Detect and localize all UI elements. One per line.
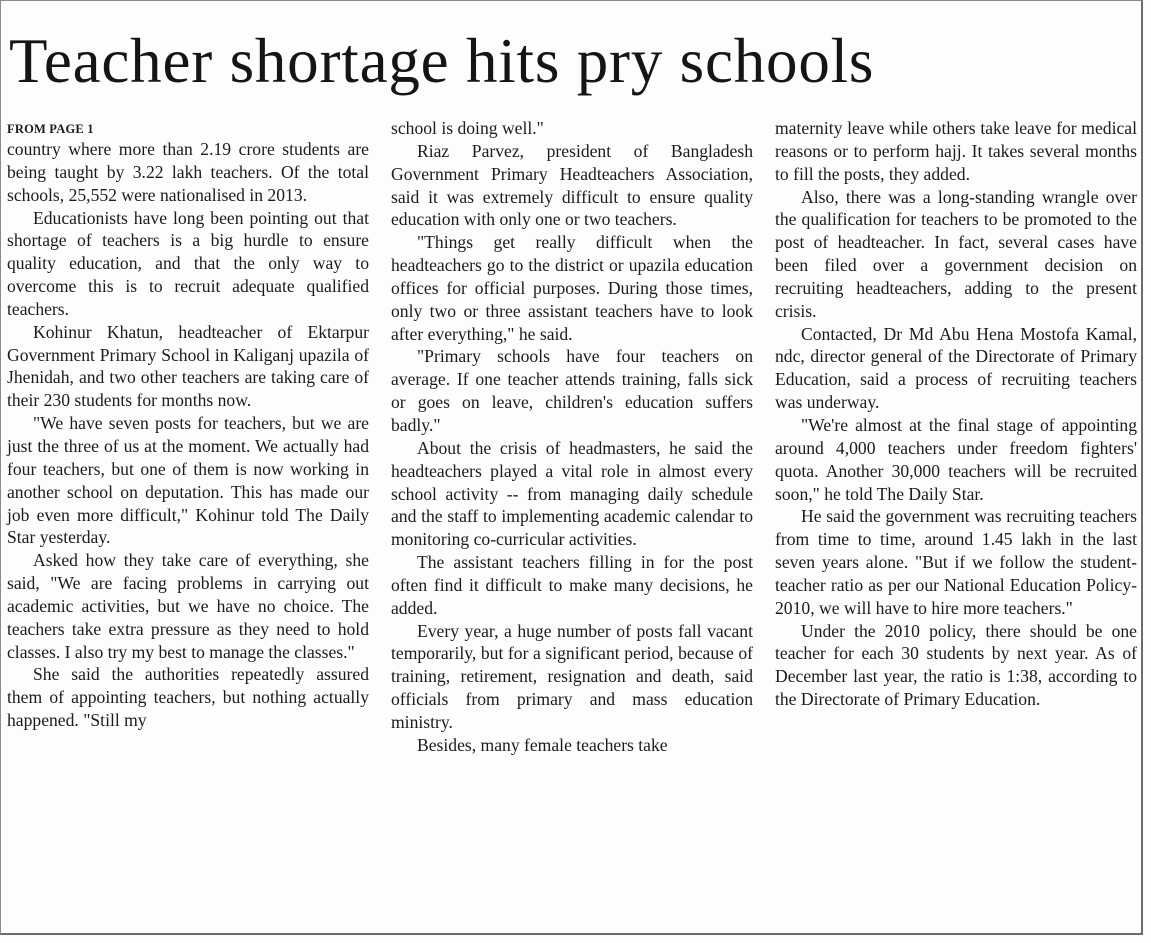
paragraph: The assistant teachers filling in for the post often find it difficult to make many decisions, he added. (391, 552, 753, 618)
article-column-2 (391, 117, 753, 757)
paragraph: country where more than 2.19 crore students are being taught by 3.22 lakh teachers. Of the total schools, 25,552 were nationalised in 2013. (7, 139, 369, 205)
paragraph: maternity leave while others take leave for medical reasons or to perform hajj. It takes several months to fill the posts, they added. (775, 118, 1137, 184)
continuation-kicker: FROM PAGE 1 (7, 122, 94, 136)
paragraph: He said the government was recruiting teachers from time to time, around 1.45 lakh in the last seven years alone. "But if we follow the student-teacher ratio as per our National Education Policy-2010, we will have to hire more teachers." (775, 506, 1137, 618)
paragraph: "We have seven posts for teachers, but we are just the three of us at the moment. We actually had four teachers, but one of them is now working in another school on deputation. This has made our job even more difficult," Kohinur told The Daily Star yesterday. (7, 413, 369, 548)
paragraph: Kohinur Khatun, headteacher of Ektarpur Government Primary School in Kaliganj upazila of Jhenidah, and two other teachers are taking care of their 230 students for months now. (7, 321, 369, 411)
paragraph: school is doing well." (391, 118, 544, 138)
paragraph: Asked how they take care of everything, she said, "We are facing problems in carrying out academic activities, but we have no choice. The teachers take extra pressure as they need to hold classes. I also try my best to manage the classes." (7, 550, 369, 662)
article-column-3 (775, 117, 1137, 711)
paragraph: Under the 2010 policy, there should be one teacher for each 30 students by next year. As of December last year, the ratio is 1:38, according to the Directorate of Primary Education. (775, 620, 1137, 710)
paragraph: Every year, a huge number of posts fall vacant temporarily, but for a significant period, because of training, retirement, resignation and death, said officials from primary and mass education ministry. (391, 620, 753, 732)
paragraph: About the crisis of headmasters, he said the headteachers played a vital role in almost every school activity -- from managing daily schedule and the staff to implementing academic calendar to monitoring co-curricular activities. (391, 437, 753, 550)
paragraph: Also, there was a long-standing wrangle over the qualification for teachers to be promoted to the post of headteacher. In fact, several cases have been filed over a government decision on recruiting headteachers, adding to the present crisis. (775, 186, 1137, 321)
article-column-1 (7, 117, 369, 732)
headline: Teacher shortage hits pry schools (9, 26, 875, 96)
paragraph: Riaz Parvez, president of Bangladesh Government Primary Headteachers Association, said it was extremely difficult to ensure quality education with only one or two teachers. (391, 140, 753, 230)
paragraph: Educationists have long been pointing out that shortage of teachers is a big hurdle to ensure quality education, and that the only way to overcome this is to recruit adequate qualified teachers. (7, 207, 369, 319)
paragraph: "Primary schools have four teachers on average. If one teacher attends training, falls sick or goes on leave, children's education suffers badly." (391, 346, 753, 435)
paragraph: Contacted, Dr Md Abu Hena Mostofa Kamal, ndc, director general of the Directorate of Primary Education, said a process of recruiting teachers was underway. (775, 323, 1137, 413)
paragraph: "Things get really difficult when the headteachers go to the district or upazila education offices for official purposes. During those times, only two or three assistant teachers have to look after everything," he said. (391, 232, 753, 344)
paragraph: Besides, many female teachers take (417, 734, 668, 755)
paragraph: She said the authorities repeatedly assured them of appointing teachers, but nothing actually happened. "Still my (7, 664, 369, 731)
paragraph: "We're almost at the final stage of appointing around 4,000 teachers under freedom fighters' quota. Another 30,000 teachers will be recruited soon," he told The Daily Star. (775, 414, 1137, 504)
